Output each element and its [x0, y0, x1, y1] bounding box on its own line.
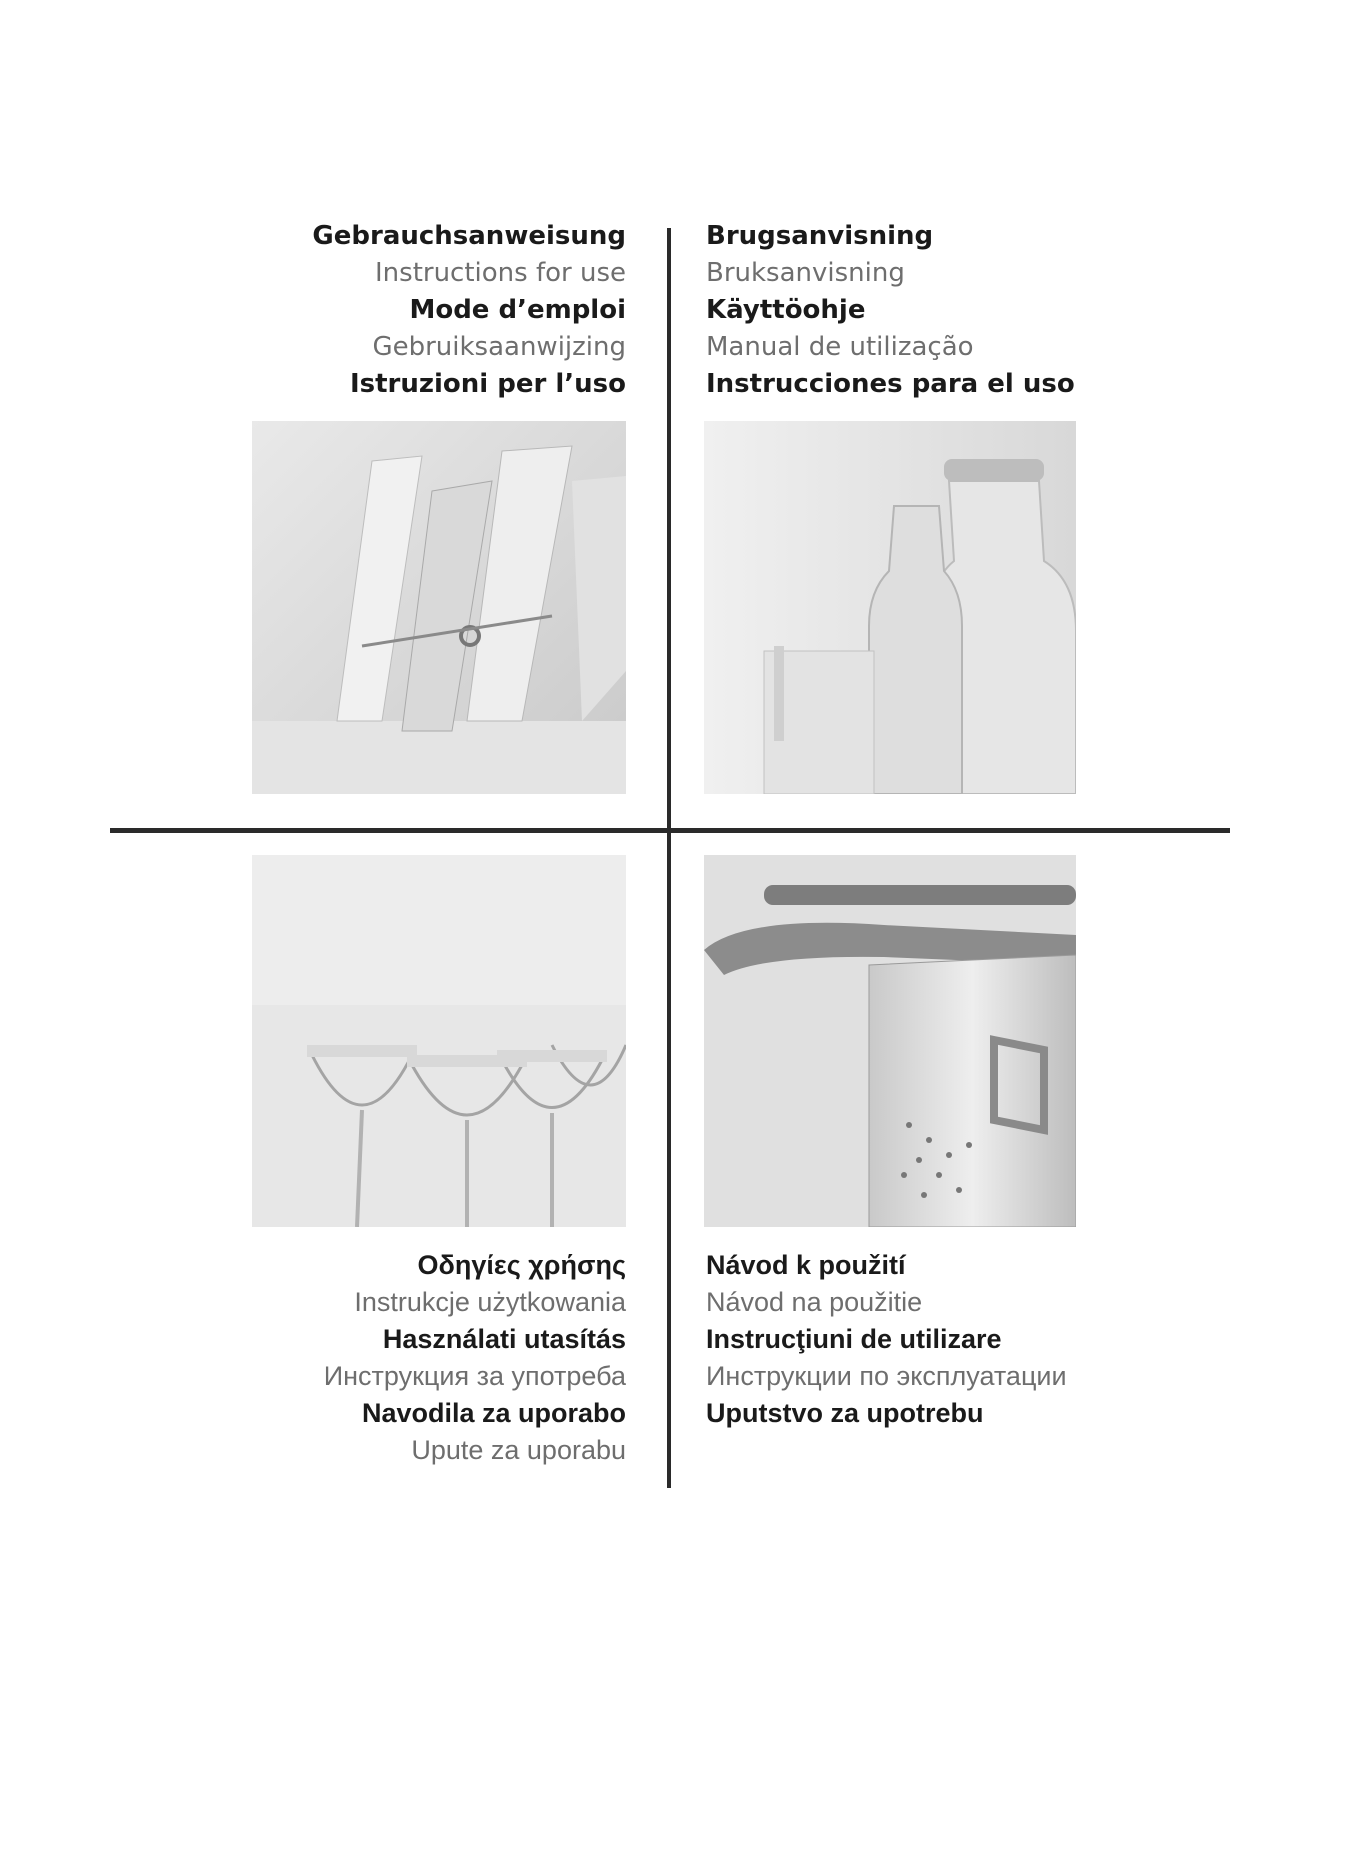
- title-pt: Manual de utilização: [706, 332, 974, 362]
- title-fi: Käyttöohje: [706, 295, 866, 325]
- clothespins-photo: [252, 421, 626, 794]
- title-pl: Instrukcje użytkowania: [354, 1287, 626, 1317]
- wine-glasses-photo: [252, 855, 626, 1227]
- title-list-bottom-left: [324, 1247, 626, 1469]
- title-list-top-left: [312, 218, 626, 403]
- title-bg: Инструкция за употреба: [323, 1361, 626, 1391]
- colander-photo: [704, 855, 1076, 1227]
- title-es: Instrucciones para el uso: [706, 369, 1075, 399]
- wine-glasses-illustration: [252, 855, 626, 1227]
- title-nl: Gebruiksaanwijzing: [372, 332, 626, 362]
- title-list-bottom-right: [706, 1247, 1067, 1432]
- clothespins-illustration: [252, 421, 626, 794]
- title-de: Gebrauchsanweisung: [312, 221, 626, 251]
- title-ru: Инструкции по эксплуатации: [706, 1361, 1067, 1391]
- title-cs: Návod k použití: [706, 1250, 906, 1280]
- title-en: Instructions for use: [375, 258, 626, 288]
- title-it: Istruzioni per l’uso: [349, 369, 626, 399]
- title-sr: Uputstvo za upotrebu: [706, 1398, 984, 1428]
- title-hu: Használati utasítás: [382, 1324, 626, 1354]
- title-hr: Upute za uporabu: [411, 1435, 626, 1465]
- title-sk: Návod na použitie: [706, 1287, 923, 1317]
- title-no-sv: Bruksanvisning: [706, 258, 905, 288]
- title-fr: Mode d’emploi: [409, 295, 626, 325]
- colander-illustration: [704, 855, 1076, 1227]
- vertical-divider: [667, 228, 671, 1488]
- title-da: Brugsanvisning: [706, 221, 934, 251]
- title-list-top-right: [706, 218, 1075, 403]
- title-sl: Navodila za uporabo: [361, 1398, 626, 1428]
- horizontal-divider: [110, 828, 1230, 833]
- title-el: Οδηγίες χρήσης: [417, 1250, 626, 1280]
- bottles-illustration: [704, 421, 1076, 794]
- bottles-photo: [704, 421, 1076, 794]
- title-ro: Instrucţiuni de utilizare: [706, 1324, 1002, 1354]
